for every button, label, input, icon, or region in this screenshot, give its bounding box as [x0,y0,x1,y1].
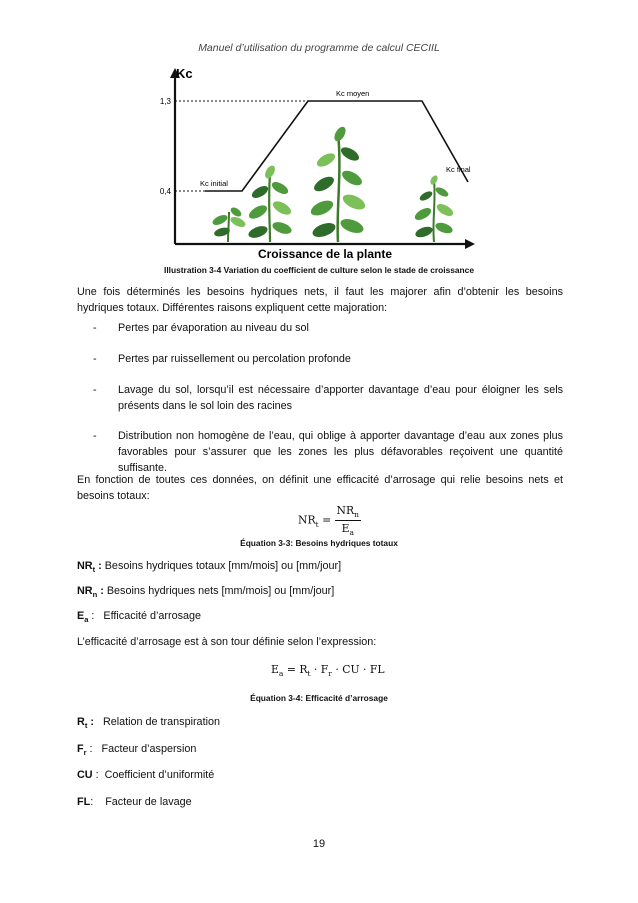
label-kc-final: Kc final [446,165,471,174]
eq1-lhs: NR [298,513,316,527]
list-item [93,320,563,336]
plant-initial-icon [211,206,247,242]
list-item [93,351,563,367]
expression-paragraph: L’efficacité d’arrosage est à son tour définie selon l’expression: [77,636,377,648]
intro-paragraph: Une fois déterminés les besoins hydriques nets, il faut les majorer afin d’obtenir les besoins hydriques totaux. Différentes raisons expliquent cette majoration: [77,286,563,314]
plant-late-season-icon [413,174,455,242]
efficiency-paragraph: En fonction de toutes ces données, on définit une efficacité d’arrosage qui relie besoins nets et besoins totaux: [77,474,563,502]
x-axis-arrow [465,239,475,249]
equation-total-needs [298,504,361,537]
definition-nrn: $NR_n$ : Besoins hydriques nets [mm/mois] ou [mm/jour] [77,585,335,600]
list-item-text: Pertes par évaporation au niveau du sol [118,322,309,334]
list-item-text: Distribution non homogène de l’eau, qui oblige à apporter davantage d’eau aux zones plus favorables pour s’assurer que les zones les plus défavorables reçoivent une quantité suffisante. [118,430,563,474]
list-item [93,428,563,476]
y-axis-label: Kc [176,66,193,81]
list-dash: - [93,430,97,442]
definition-fl: FL: Facteur de lavage [77,796,192,808]
kc-curve [205,101,468,191]
kc-growth-figure [150,62,475,262]
page-number: 19 [312,838,326,850]
list-dash: - [93,322,97,334]
figure-caption: Illustration 3-4 Variation du coefficient de culture selon le stade de croissance [164,265,474,275]
definition-ea: $E_a$ : Efficacité d’arrosage [77,610,202,625]
tick-label-high: 1,3 [159,97,171,106]
equation-3-3-caption: Équation 3-3: Besoins hydriques totaux [240,538,398,548]
x-axis-label: Croissance de la plante [257,247,393,261]
tick-label-low: 0,4 [159,187,171,196]
kc-growth-illustration [150,62,475,262]
page-header: Manuel d’utilisation du programme de calcul CECIIL [198,42,440,54]
list-item-text: Lavage du sol, lorsqu’il est nécessaire d’apporter davantage d’eau pour éloigner les sels présents dans le sol loin des racines [118,384,563,412]
definition-cu: CU : Coefficient d’uniformité [77,769,215,781]
label-kc-mid: Kc moyen [336,89,370,98]
eq1-equals: = [322,513,332,527]
plant-mid-season-icon [309,125,368,242]
definition-nrt: $NR_t$ : Besoins hydriques totaux [mm/mois] ou [mm/jour] [77,560,342,575]
list-dash: - [93,353,97,365]
equation-3-4-caption: Équation 3-4: Efficacité d’arrosage [250,693,388,703]
list-dash: - [93,384,97,396]
eq1-fraction [335,504,361,537]
list-item-text: Pertes par ruissellement ou percolation profonde [118,353,351,365]
list-item [93,382,563,414]
definition-rt: $R_t$ : Relation de transpiration [77,716,220,731]
eq1-numerator: $NR_n$ [336,504,359,520]
equation-irrigation-efficiency: $E_a = R_t \cdot F_r$ · CU · FL [271,663,385,679]
eq1-denominator: $E_a$ [341,522,354,538]
eq1-lhs-sub: t [315,519,319,529]
label-kc-initial: Kc initial [200,179,228,188]
definition-fr: $F_r$ : Facteur d’aspersion [77,743,197,758]
